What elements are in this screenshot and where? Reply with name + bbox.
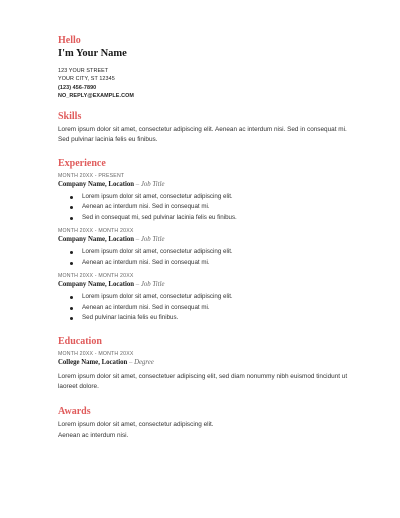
job-bullet: Aenean ac interdum nisi. Sed in consequat mi. <box>58 258 348 269</box>
job-bullet: Lorem ipsum dolor sit amet, consectetur adipiscing elit. <box>58 247 348 258</box>
resume-content <box>58 35 348 441</box>
phone-number: (123) 456-7890 <box>58 84 97 91</box>
school-name: College Name, Location <box>58 358 128 366</box>
company-name: Company Name, Location <box>58 180 135 188</box>
job-entry <box>58 172 348 224</box>
address-line-2: YOUR CITY, ST 12345 <box>58 76 115 83</box>
education-heading: Education <box>58 335 102 347</box>
job-date: MONTH 20XX - PRESENT <box>58 172 125 179</box>
job-date: MONTH 20XX - MONTH 20XX <box>58 273 134 280</box>
job-bullet: Lorem ipsum dolor sit amet, consectetur adipiscing elit. <box>58 192 348 203</box>
education-date: MONTH 20XX - MONTH 20XX <box>58 350 134 357</box>
greeting: Hello <box>58 35 81 46</box>
awards-line-2: Aenean ac interdum nisi. <box>58 431 129 439</box>
job-title: Job Title <box>140 281 165 289</box>
job-bullets <box>58 292 348 324</box>
job-heading <box>58 180 348 190</box>
job-bullet: Aenean ac interdum nisi. Sed in consequat mi. <box>58 303 348 314</box>
experience-list <box>58 172 348 324</box>
company-name: Company Name, Location <box>58 281 135 289</box>
education-text: Lorem ipsum dolor sit amet, consectetuer adipiscing elit, sed diam nonummy nibh euismod tincidunt ut laoreet dolore. <box>58 372 348 391</box>
job-entry <box>58 227 348 268</box>
address-line-1: 123 YOUR STREET <box>58 68 109 74</box>
job-title: Job Title <box>140 180 165 188</box>
education-line <box>58 358 348 368</box>
job-separator: – <box>134 281 141 289</box>
job-bullet: Aenean ac interdum nisi. Sed in consequat mi. <box>58 202 348 213</box>
awards-line-1: Lorem ipsum dolor sit amet, consectetur adipiscing elit. <box>58 421 214 428</box>
job-heading <box>58 280 348 290</box>
job-bullet: Sed pulvinar lacinia felis eu finibus. <box>58 313 348 324</box>
name-heading: I'm Your Name <box>58 48 127 59</box>
job-entry <box>58 272 348 324</box>
job-date: MONTH 20XX - MONTH 20XX <box>58 228 134 235</box>
job-bullets <box>58 247 348 268</box>
skills-text: Lorem ipsum dolor sit amet, consectetur adipiscing elit. Aenean ac interdum nisi. Sed in consequat mi. Sed pulvinar lacinia felis eu finibus. <box>58 125 347 144</box>
job-heading <box>58 235 348 245</box>
job-separator: – <box>134 236 141 244</box>
job-separator: – <box>134 180 141 188</box>
job-bullet: Lorem ipsum dolor sit amet, consectetur adipiscing elit. <box>58 292 348 303</box>
experience-heading: Experience <box>58 157 106 169</box>
job-bullet: Sed in consequat mi, sed pulvinar lacinia felis eu finibus. <box>58 213 348 224</box>
contact-block <box>58 67 348 101</box>
job-bullets <box>58 192 348 224</box>
company-name: Company Name, Location <box>58 236 135 244</box>
skills-heading: Skills <box>58 110 82 122</box>
email-address: NO_REPLY@EXAMPLE.COM <box>58 93 134 100</box>
job-title: Job Title <box>140 236 165 244</box>
degree-name: Degree <box>134 358 154 366</box>
awards-heading: Awards <box>58 406 91 417</box>
education-separator: – <box>127 358 135 366</box>
